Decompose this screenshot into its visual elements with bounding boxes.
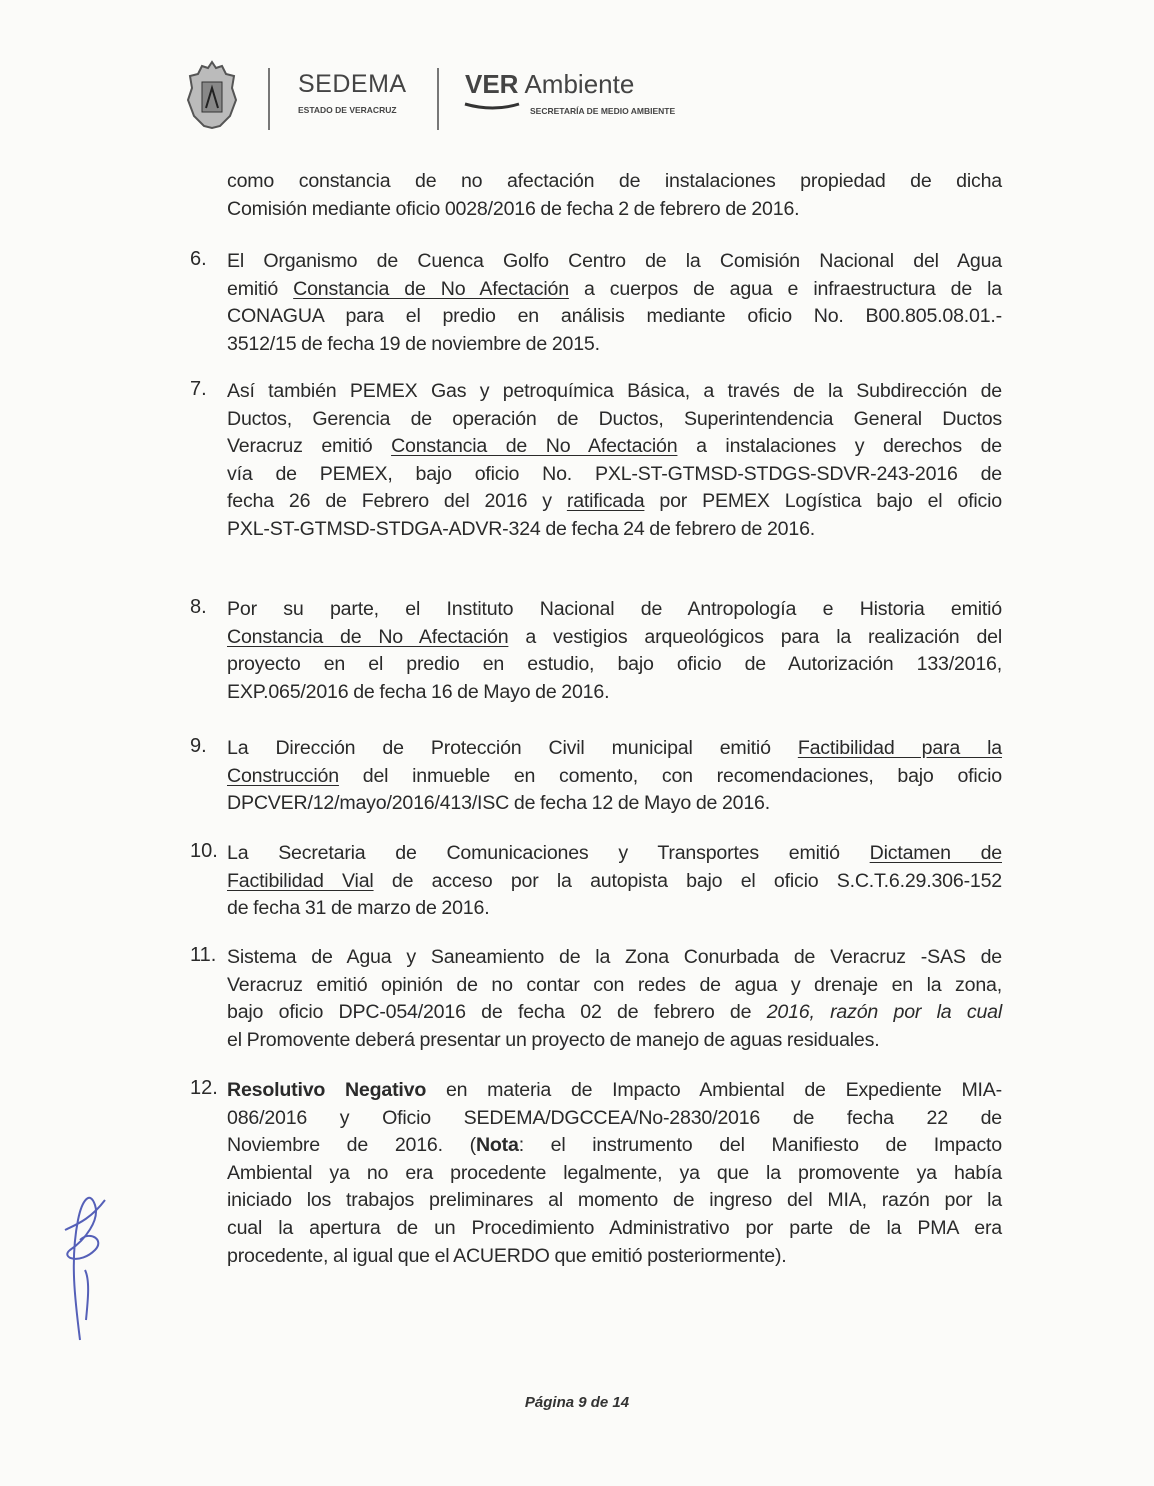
text-line	[227, 406, 1002, 434]
text-line	[227, 276, 1002, 304]
divider	[268, 68, 270, 130]
text-line	[227, 972, 1002, 1000]
text-segment: Ambiental ya no era procedente legalmente, ya que la promovente ya había	[227, 1161, 1002, 1184]
text-line	[227, 433, 1002, 461]
brand-subtitle: SECRETARÍA DE MEDIO AMBIENTE	[530, 106, 676, 116]
text-segment: EXP.065/2016 de fecha 16 de Mayo de 2016.	[227, 680, 610, 703]
text-line	[227, 1027, 1002, 1055]
text-line	[227, 168, 1002, 196]
text-line	[227, 999, 1002, 1027]
item-text	[227, 168, 1002, 223]
text-segment: del inmueble en comento, con recomendaciones, bajo oficio	[338, 764, 1002, 787]
text-segment: Veracruz emitió	[227, 435, 392, 458]
text-segment: Por su parte, el Instituto Nacional de Antropología e Historia emitió	[227, 598, 1002, 620]
item-number: 10.	[190, 840, 218, 862]
text-line	[227, 868, 1002, 896]
bold-text: Resolutivo Negativo	[227, 1079, 427, 1101]
item-number: 8.	[190, 596, 207, 618]
text-segment: el Promovente deberá presentar un proyecto de manejo de aguas residuales.	[227, 1028, 880, 1051]
item-number: 11.	[190, 944, 217, 966]
item-number: 6.	[190, 248, 207, 270]
underlined-text: Factibilidad para la	[797, 737, 1002, 759]
text-segment: como constancia de no afectación de instalaciones propiedad de dicha	[227, 170, 1002, 192]
text-segment: Comisión mediante oficio 0028/2016 de fecha 2 de febrero de 2016.	[227, 197, 800, 220]
text-line	[227, 461, 1002, 489]
text-line	[227, 1160, 1002, 1188]
text-segment: Noviembre de 2016. (	[227, 1134, 476, 1157]
text-segment: vía de PEMEX, bajo oficio No. PXL-ST-GTMSD-STDGS-SDVR-243-2016 de	[227, 462, 1002, 485]
text-segment: cual la apertura de un Procedimiento Administrativo por parte de la PMA era	[227, 1216, 1002, 1239]
text-line	[227, 790, 1002, 818]
text-line	[227, 895, 1002, 923]
text-line	[227, 735, 1002, 763]
text-segment: La Dirección de Protección Civil municipal emitió	[227, 737, 798, 759]
text-line	[227, 840, 1002, 868]
text-segment: en materia de Impacto Ambiental de Expediente MIA-	[426, 1079, 1002, 1101]
brand-name	[465, 69, 634, 100]
text-segment: de fecha 31 de marzo de 2016.	[227, 897, 490, 920]
text-line	[227, 378, 1002, 406]
text-line	[227, 303, 1002, 331]
item-number: 9.	[190, 735, 207, 757]
swoosh-icon	[463, 102, 523, 112]
text-segment: iniciado los trabajos preliminares al momento de ingreso del MIA, razón por la	[227, 1189, 1002, 1212]
italic-text: 2016, razón por la cual	[766, 1001, 1002, 1024]
coat-of-arms-logo	[186, 60, 238, 130]
text-segment: fecha 26 de Febrero del 2016 y	[227, 490, 567, 513]
text-segment: DPCVER/12/mayo/2016/413/ISC de fecha 12 de Mayo de 2016.	[227, 792, 770, 815]
item-text	[227, 840, 1002, 923]
underlined-text: Constancia de No Afectación	[293, 277, 569, 300]
brand-bold: VER	[465, 69, 519, 99]
text-segment: de acceso por la autopista bajo el oficio S.C.T.6.29.306-152	[373, 869, 1002, 892]
text-segment: Así también PEMEX Gas y petroquímica Básica, a través de la Subdirección de	[227, 380, 1002, 402]
item-text	[227, 944, 1002, 1054]
page-number: Página 9 de 14	[524, 1394, 630, 1411]
text-line	[227, 763, 1002, 791]
text-segment: bajo oficio DPC-054/2016 de fecha 02 de febrero de	[227, 1001, 767, 1024]
text-line	[227, 624, 1002, 652]
text-line	[227, 248, 1002, 276]
text-segment: procedente, al igual que el ACUERDO que emitió posteriormente).	[227, 1244, 787, 1267]
divider	[437, 68, 439, 130]
text-line	[227, 651, 1002, 679]
text-segment: a instalaciones y derechos de	[677, 435, 1002, 458]
underlined-text: ratificada	[566, 490, 645, 513]
item-number: 7.	[190, 378, 207, 400]
text-segment: 3512/15 de fecha 19 de noviembre de 2015.	[227, 332, 600, 355]
item-text	[227, 378, 1002, 544]
brand-word: Ambiente	[524, 69, 635, 99]
text-segment: : el instrumento del Manifiesto de Impacto	[518, 1134, 1002, 1157]
item-text	[227, 735, 1002, 818]
text-line	[227, 516, 1002, 544]
text-line	[227, 679, 1002, 707]
text-segment: El Organismo de Cuenca Golfo Centro de la Comisión Nacional del Agua	[227, 250, 1002, 272]
text-segment: por PEMEX Logística bajo el oficio	[644, 490, 1002, 513]
item-text	[227, 1077, 1002, 1270]
text-line	[227, 1215, 1002, 1243]
text-line	[227, 1077, 1002, 1105]
underlined-text: Construcción	[227, 764, 339, 787]
underlined-text: Constancia de No Afectación	[227, 625, 509, 648]
underlined-text: Dictamen de	[869, 842, 1002, 864]
item-number: 12.	[190, 1077, 218, 1099]
letterhead	[180, 58, 720, 138]
text-line	[227, 1105, 1002, 1133]
underlined-text: Factibilidad Vial	[227, 869, 374, 892]
text-segment: emitió	[227, 277, 294, 300]
text-segment: Sistema de Agua y Saneamiento de la Zona Conurbada de Veracruz -SAS de	[227, 946, 1002, 968]
text-segment: proyecto en el predio en estudio, bajo oficio de Autorización 133/2016,	[227, 653, 1002, 676]
text-segment: 086/2016 y Oficio SEDEMA/DGCCEA/No-2830/2016 de fecha 22 de	[227, 1106, 1002, 1129]
text-line	[227, 596, 1002, 624]
org-name: SEDEMA	[298, 70, 407, 98]
text-line	[227, 488, 1002, 516]
text-segment: Veracruz emitió opinión de no contar con redes de agua y drenaje en la zona,	[227, 973, 1002, 996]
org-subtitle: ESTADO DE VERACRUZ	[298, 105, 397, 115]
text-segment: CONAGUA para el predio en análisis mediante oficio No. B00.805.08.01.-	[227, 305, 1002, 328]
item-text	[227, 596, 1002, 706]
text-line	[227, 1187, 1002, 1215]
text-segment: La Secretaria de Comunicaciones y Transportes emitió	[227, 842, 870, 864]
text-segment: PXL-ST-GTMSD-STDGA-ADVR-324 de fecha 24 de febrero de 2016.	[227, 517, 816, 540]
text-segment: a vestigios arqueológicos para la realización del	[508, 625, 1002, 648]
text-line	[227, 1243, 1002, 1271]
text-line	[227, 1132, 1002, 1160]
signature	[50, 1180, 120, 1350]
text-line	[227, 331, 1002, 359]
text-line	[227, 944, 1002, 972]
text-segment: a cuerpos de agua e infraestructura de la	[568, 277, 1002, 300]
text-segment: Ductos, Gerencia de operación de Ductos, Superintendencia General Ductos	[227, 407, 1002, 430]
bold-text: Nota	[475, 1134, 519, 1157]
underlined-text: Constancia de No Afectación	[391, 435, 678, 458]
text-line	[227, 196, 1002, 224]
item-text	[227, 248, 1002, 358]
